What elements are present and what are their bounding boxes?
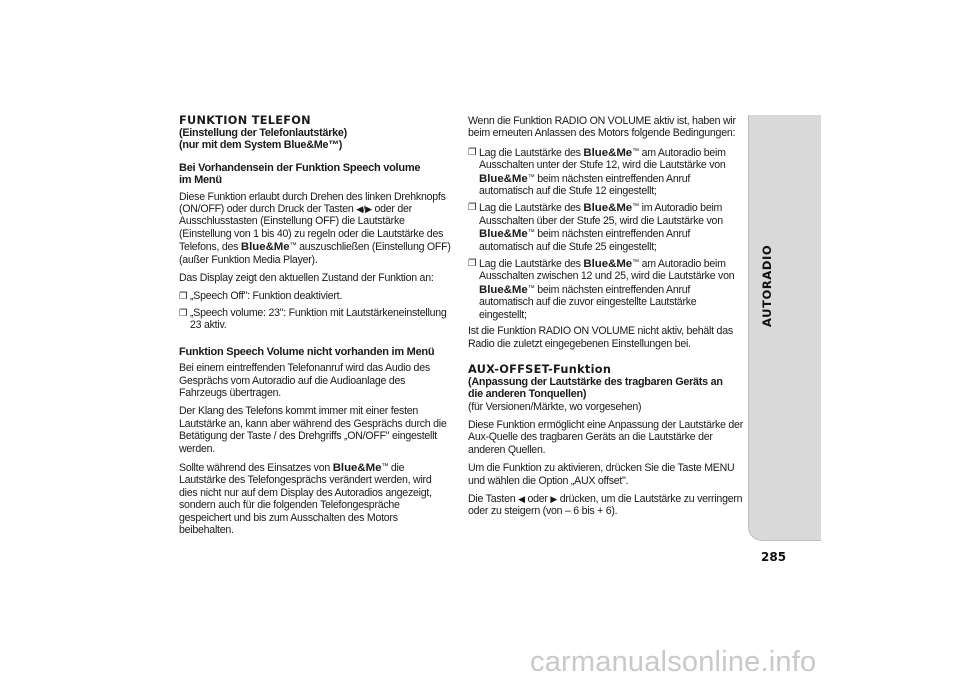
list-item: ❐ Lag die Lautstärke des Blue&Me™ am Autoradio beim Ausschalten zwischen 12 und 25, wird die Lautstärke von Blue&Me™ beim nächsten eintreffenden Anruf automatisch auf die zuvor eingestellte Lautstärke eingestellt; [468, 258, 735, 321]
brand-name: Blue&Me [583, 146, 633, 159]
paragraph: Sollte während des Einsatzes von Blue&Me™ die Lautstärke des Telefongesprächs verändert werden, wird dies nicht nur auf dem Display des Autoradios angezeigt, sondern auch für die folgenden Telefongespräche gespeichert und bis zum Ausschalten des Motors beibehalten. [179, 462, 432, 537]
brand-name: Blue&Me [332, 462, 382, 474]
brand-name: Blue&Me [479, 228, 528, 241]
list-item: ❐ Lag die Lautstärke des Blue&Me™ im Autoradio beim Ausschalten über der Stufe 25, wird die Lautstärke von Blue&Me™ beim nächsten eintreffenden Anruf automatisch auf die Stufe 25 eingestellt; [468, 202, 723, 253]
watermark: carmanualsonline.info [530, 646, 817, 678]
paragraph: Bei einem eintreffenden Telefonanruf wird das Audio des Gesprächs vom Autoradio auf die Audioanlage des Fahrzeugs übertragen. [179, 362, 430, 399]
paragraph: Diese Funktion ermöglicht eine Anpassung der Lautstärke der Aux-Quelle des tragbaren Geräts an die Lautstärke der anderen Quellen. [468, 418, 743, 456]
paragraph: Ist die Funktion RADIO ON VOLUME nicht aktiv, behält das Radio die zuletzt eingegebenen Einstellungen bei. [468, 325, 733, 350]
list-item: ❐ „Speech volume: 23": Funktion mit Lautstärkeneinstellung 23 aktiv. [179, 306, 447, 332]
left-column [179, 115, 452, 542]
checkbox-bullet-icon: ❐ [468, 258, 477, 270]
paragraph: Die Tasten ◀ oder ▶ drücken, um die Lautstärke zu verringern oder zu steigern (von – 6 bis + 6). [468, 492, 743, 518]
section-subtitle: (Einstellung der Telefonlautstärke) [179, 127, 348, 139]
checkbox-bullet-icon: ❐ [468, 202, 477, 214]
right-arrow-icon: ▶ [550, 493, 558, 504]
paragraph: Der Klang des Telefons kommt immer mit einer festen Lautstärke an, kann aber während des Gesprächs durch die Betätigung der Taste / des Drehgriffs „ON/OFF" eingestellt werden. [179, 405, 447, 455]
brand-name: Blue&Me [583, 258, 633, 271]
section-title-telefon: FUNKTION TELEFON [179, 114, 311, 127]
section-subtitle: (Anpassung der Lautstärke des tragbaren Geräts an die anderen Tonquellen) [468, 375, 723, 401]
left-arrow-icon: ◀ [518, 493, 525, 504]
version-note: (für Versionen/Märkte, wo vorgesehen) [468, 400, 642, 413]
list-item: ❐ Lag die Lautstärke des Blue&Me™ am Autoradio beim Ausschalten unter der Stufe 12, wird die Lautstärke von Blue&Me™ beim nächsten eintreffenden Anruf automatisch auf die Stufe 12 eingestellt; [468, 146, 726, 198]
section-title-aux-offset: AUX-OFFSET-Funktion [468, 362, 612, 376]
left-right-arrows-icon: ◀/▶ [356, 204, 372, 214]
list-item: ❐ „Speech Off": Funktion deaktiviert. [179, 290, 343, 303]
chapter-tab [748, 115, 821, 541]
paragraph: Um die Funktion zu aktivieren, drücken Sie die Taste MENU und wählen die Option „AUX offset". [468, 462, 735, 487]
paragraph: Wenn die Funktion RADIO ON VOLUME aktiv ist, haben wir beim erneuten Anlassen des Motors folgende Bedingungen: [468, 115, 736, 140]
page-number: 285 [761, 550, 787, 564]
brand-name: Blue&Me [479, 172, 528, 185]
speech-volume-heading: Bei Vorhandensein der Funktion Speech volume im Menü [179, 161, 421, 187]
paragraph: Das Display zeigt den aktuellen Zustand der Funktion an: [179, 272, 434, 285]
no-speech-volume-heading: Funktion Speech Volume nicht vorhanden im Menü [179, 345, 435, 358]
brand-name: Blue&Me [479, 283, 528, 296]
section-subtitle-system: (nur mit dem System Blue&Me™) [179, 139, 343, 152]
brand-name: Blue&Me [583, 202, 633, 215]
checkbox-bullet-icon: ❐ [468, 146, 477, 158]
right-column [468, 115, 743, 524]
checkbox-bullet-icon: ❐ [179, 291, 188, 303]
paragraph: Diese Funktion erlaubt durch Drehen des linken Drehknopfs (ON/OFF) oder durch Druck der Tasten ◀/▶ oder der Ausschlusstasten (Einstellung OFF) die Lautstärke (Einstellung von 1 bis 40) zu regeln oder die Lautstärke des Telefons, des Blue&Me™ auszuschließen (Einstellung OFF) (außer Funktion Media Player). [179, 190, 451, 266]
checkbox-bullet-icon: ❐ [179, 307, 188, 319]
brand-name: Blue&Me [240, 241, 290, 254]
chapter-tab-label: AUTORADIO [760, 244, 774, 327]
